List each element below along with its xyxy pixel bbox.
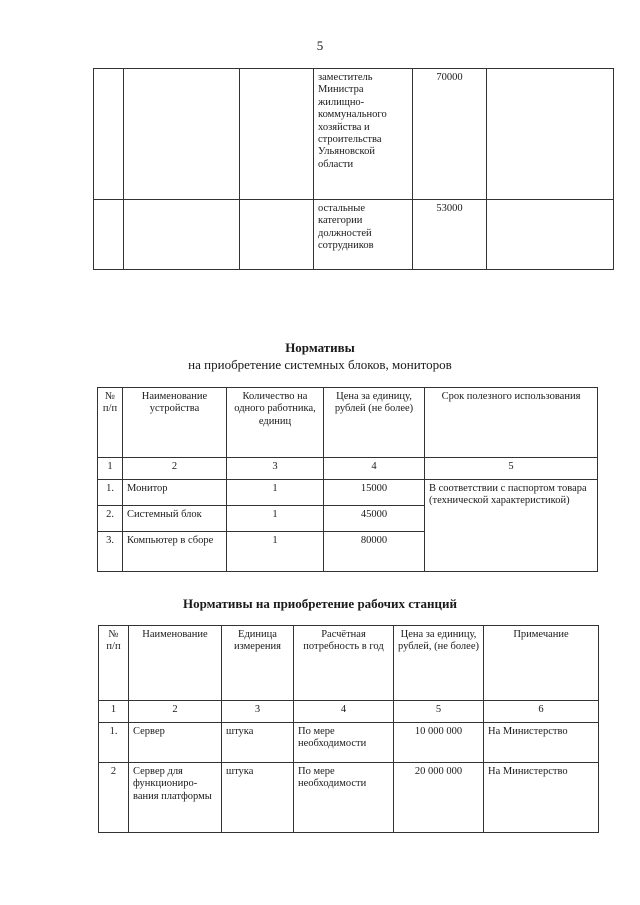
column-number: 3 xyxy=(227,458,324,480)
price-limit: 53000 xyxy=(413,200,487,270)
column-number: 2 xyxy=(129,701,222,723)
row-number: 1. xyxy=(98,480,123,506)
empty-cell xyxy=(94,69,124,200)
column-header: Количество на одного работника, единиц xyxy=(227,388,324,458)
column-number: 6 xyxy=(484,701,599,723)
column-number: 3 xyxy=(222,701,294,723)
column-header: Примечание xyxy=(484,626,599,701)
empty-cell xyxy=(124,69,240,200)
column-number-row xyxy=(99,701,599,723)
column-header: Расчётная потребность в год xyxy=(294,626,394,701)
quantity: 1 xyxy=(227,532,324,572)
section1-heading xyxy=(0,340,640,374)
page-number: 5 xyxy=(316,38,324,53)
column-number: 1 xyxy=(99,701,129,723)
item-name: Сервер xyxy=(129,723,222,763)
column-header: Цена за единицу, рублей, (не более) xyxy=(394,626,484,701)
system-units-table xyxy=(97,387,598,572)
device-name: Системный блок xyxy=(123,506,227,532)
table-row xyxy=(94,69,614,200)
section2-heading xyxy=(0,596,640,613)
price-limit: 70000 xyxy=(413,69,487,200)
workstations-table xyxy=(98,625,599,833)
column-number: 2 xyxy=(123,458,227,480)
position-category: заместитель Министра жилищно-коммунального хозяйства и строительства Ульяновской области xyxy=(314,69,413,200)
unit: штука xyxy=(222,723,294,763)
column-number: 1 xyxy=(98,458,123,480)
section1-subtitle: на приобретение системных блоков, мониторов xyxy=(188,356,452,372)
quantity: 1 xyxy=(227,506,324,532)
table-row xyxy=(94,200,614,270)
price: 45000 xyxy=(324,506,425,532)
header-row xyxy=(98,388,598,458)
annual-need: По мере необходимости xyxy=(294,723,394,763)
section2-title: Нормативы на приобретение рабочих станций xyxy=(182,596,458,611)
device-name: Монитор xyxy=(123,480,227,506)
column-header: Наименование xyxy=(129,626,222,701)
note: На Министерство xyxy=(484,763,599,833)
price: 15000 xyxy=(324,480,425,506)
table-row xyxy=(98,480,598,506)
continuation-table xyxy=(93,68,614,270)
row-number: 1. xyxy=(99,723,129,763)
empty-cell xyxy=(487,200,614,270)
price: 80000 xyxy=(324,532,425,572)
table-row xyxy=(99,763,599,833)
section1-title: Нормативы xyxy=(285,340,355,355)
column-header: № п/п xyxy=(99,626,129,701)
row-number: 3. xyxy=(98,532,123,572)
empty-cell xyxy=(487,69,614,200)
header-row xyxy=(99,626,599,701)
empty-cell xyxy=(240,200,314,270)
table-row xyxy=(99,723,599,763)
position-category: остальные категории должностей сотрудников xyxy=(314,200,413,270)
column-header: № п/п xyxy=(98,388,123,458)
empty-cell xyxy=(94,200,124,270)
quantity: 1 xyxy=(227,480,324,506)
column-header: Наименование устройства xyxy=(123,388,227,458)
column-header: Единица измерения xyxy=(222,626,294,701)
column-number-row xyxy=(98,458,598,480)
note: На Министерство xyxy=(484,723,599,763)
column-number: 4 xyxy=(294,701,394,723)
column-number: 5 xyxy=(394,701,484,723)
column-header: Цена за единицу, рублей (не более) xyxy=(324,388,425,458)
row-number: 2 xyxy=(99,763,129,833)
empty-cell xyxy=(240,69,314,200)
device-name: Компьютер в сборе xyxy=(123,532,227,572)
column-number: 4 xyxy=(324,458,425,480)
price: 10 000 000 xyxy=(394,723,484,763)
unit: штука xyxy=(222,763,294,833)
column-number: 5 xyxy=(425,458,598,480)
empty-cell xyxy=(124,200,240,270)
price: 20 000 000 xyxy=(394,763,484,833)
row-number: 2. xyxy=(98,506,123,532)
column-header: Срок полезного использования xyxy=(425,388,598,458)
annual-need: По мере необходимости xyxy=(294,763,394,833)
item-name: Сервер для функциониро-вания платформы xyxy=(129,763,222,833)
useful-life-term: В соответствии с паспортом товара (технической характеристикой) xyxy=(425,480,598,572)
